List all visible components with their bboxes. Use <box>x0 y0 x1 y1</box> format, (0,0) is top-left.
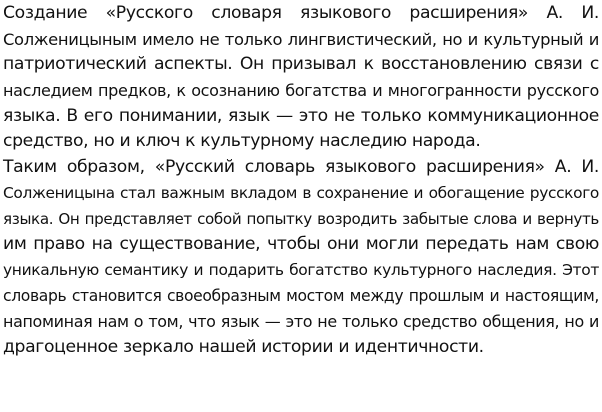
paragraph-line: драгоценное зеркало нашей истории и идентичности. <box>3 336 484 357</box>
paragraph-line: языка. Он представляет собой попытку возродить забытые слова и вернуть <box>3 209 599 228</box>
paragraph-line: языка. В его понимании, язык — это не только коммуникационное <box>3 105 599 126</box>
paragraph-line: наследием предков, к осознанию богатства и многогранности русского <box>3 81 599 101</box>
paragraph-1 <box>3 1 599 155</box>
paragraph-line: патриотический аспекты. Он призывал к восстановлению связи с <box>3 54 599 75</box>
paragraph-line: им право на существование, чтобы они могли передать нам свою <box>3 234 599 255</box>
paragraph-line: словарь становится своеобразным мостом между прошлым и настоящим, <box>3 286 599 305</box>
paragraph-line: Создание «Русского словаря языкового расширения» А. И. <box>3 3 599 23</box>
paragraph-line: напоминая нам о том, что язык — это не только средство общения, но и <box>3 312 599 332</box>
paragraph-line: Таким образом, «Русский словарь языкового расширения» А. И. <box>3 157 599 178</box>
paragraph-2 <box>3 155 599 361</box>
paragraph-line: уникальную семантику и подарить богатство культурного наследия. Этот <box>3 260 599 279</box>
paragraph-line: средство, но и ключ к культурному наследию народа. <box>3 131 481 152</box>
paragraph-line: Солженицына стал важным вкладом в сохранение и обогащение русского <box>3 183 599 202</box>
paragraph-line: Солженицыным имело не только лингвистический, но и культурный и <box>3 29 599 49</box>
